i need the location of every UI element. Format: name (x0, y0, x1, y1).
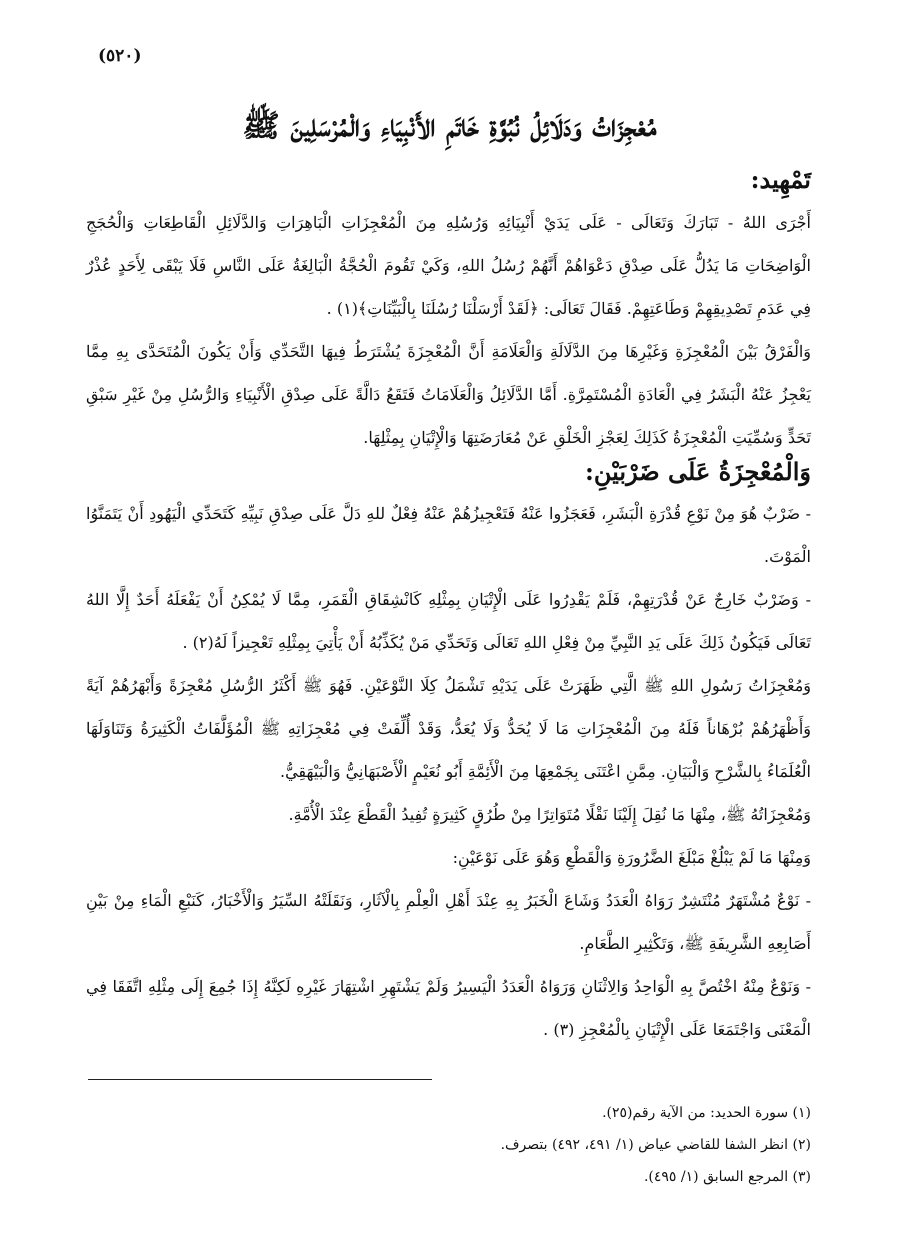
footnote-divider (88, 1079, 432, 1080)
footnote: (٢) انظر الشفا للقاضي عياض (١/ ٤٩١، ٤٩٢) بتصرف. (500, 1137, 811, 1153)
paragraph: وَمُعْجِزَاتُهُ ﷺ، مِنْهَا مَا نُقِلَ إِلَيْنَا نَقْلًا مُتَوَاتِرًا مِنْ طُرُقٍ كَثِيرَةٍ تُفِيدُ الْقَطْعَ عِنْدَ الْأُمَّةِ. (288, 805, 811, 824)
paragraph: - نَوْعٌ مُشْتَهَرٌ مُنْتَشِرٌ رَوَاهُ الْعَدَدُ وَشَاعَ الْخَبَرُ بِهِ عِنْدَ أَهْلِ الْعِلْمِ بِالْآثَارِ، وَنَقَلَتْهُ السِّيَرُ وَالْأَخْبَارُ، كَنَبْعِ الْمَاءِ مِنْ بَيْنِ أَصَابِعِهِ الشَّرِيفَةِ ﷺ، وَتَكْثِيرِ الطَّعَامِ. (86, 891, 811, 953)
footnote: (٣) المرجع السابق (١/ ٤٩٥). (643, 1169, 811, 1185)
introduction-body (86, 201, 811, 459)
paragraph: - وَضَرْبٌ خَارِجٌ عَنْ قُدْرَتِهِمْ، فَلَمْ يَقْدِرُوا عَلَى الْإِتْيَانِ بِمِثْلِهِ كَانْشِقَاقِ الْقَمَرِ، مِمَّا لَا يُمْكِنُ أَنْ يَفْعَلَهُ أَحَدٌ إِلَّا اللهُ تَعَالَى فَيَكُونُ ذَلِكَ عَلَى يَدِ النَّبِيِّ مِنْ فِعْلِ اللهِ تَعَالَى وَتَحَدِّي مَنْ يُكَذِّبُهُ أَنْ يَأْتِيَ بِمِثْلِهِ تَعْجِيزاً لَهُ(٢) . (86, 590, 811, 652)
section-heading-introduction: تَمْهِيد: (750, 165, 811, 194)
paragraph: - وَنَوْعٌ مِنْهُ اخْتُصَّ بِهِ الْوَاحِدُ وَالِاثْنَانِ وَرَوَاهُ الْعَدَدُ الْيَسِيرُ وَلَمْ يَشْتَهِرِ اشْتِهَارَ غَيْرِهِ لَكِنَّهُ إِذَا جُمِعَ إِلَى مِثْلِهِ اتَّفَقَا فِي الْمَعْنَى وَاجْتَمَعَا عَلَى الْإِتْيَانِ بِالْمُعْجِزِ (٣) . (86, 977, 811, 1039)
miracle-types-body (86, 492, 811, 1051)
paragraph: وَمُعْجِزَاتُ رَسُولِ اللهِ ﷺ الَّتِي ظَهَرَتْ عَلَى يَدَيْهِ تَشْمَلُ كِلَا النَّوْعَيْنِ. فَهُوَ ﷺ أَكْثَرُ الرُّسُلِ مُعْجِزَةً وَأَبْهَرُهُمْ آيَةً وَأَظْهَرُهُمْ بُرْهَاناً فَلَهُ مِنَ الْمُعْجِزَاتِ مَا لَا يُحَدُّ وَلَا يُعَدُّ، وَقَدْ أُلِّفَتْ فِي مُعْجِزَاتِهِ ﷺ الْمُؤَلَّفَاتُ الْكَثِيرَةُ وَتَنَاوَلَهَا الْعُلَمَاءُ بِالشَّرْحِ وَالْبَيَانِ. مِمَّنِ اعْتَنَى بِجَمْعِهَا مِنَ الْأَئِمَّةِ أَبُو نُعَيْمٍ الْأَصْبَهَانِيُّ وَالْبَيْهَقِيُّ. (86, 676, 811, 781)
footnotes (86, 1097, 811, 1193)
section-heading-miracle-types: وَالْمُعْجِزَةُ عَلَى ضَرْبَيْنِ: (585, 457, 811, 486)
paragraph: وَمِنْهَا مَا لَمْ يَبْلُغْ مَبْلَغَ الضَّرُورَةِ وَالْقَطْعِ وَهُوَ عَلَى نَوْعَيْنِ: (452, 848, 811, 867)
chapter-title: مُعْجِزَاتُ وَدَلَائِلُ نُبُوَّةِ خَاتَمِ الأَنْبِيَاءِ وَالْمُرْسَلِينَ ﷺ (242, 108, 657, 144)
footnote: (١) سورة الحديد: من الآية رقم(٢٥). (602, 1105, 811, 1121)
paragraph: أَجْرَى اللهُ - تَبَارَكَ وَتَعَالَى - عَلَى يَدَيْ أَنْبِيَائِهِ وَرُسُلِهِ مِنَ الْمُعْجِزَاتِ الْبَاهِرَاتِ وَالدَّلَائِلِ الْقَاطِعَاتِ وَالْحُجَجِ الْوَاضِحَاتِ مَا يَدُلُّ عَلَى صِدْقِ دَعْوَاهُمْ أَنَّهُمْ رُسُلُ اللهِ، وَكَيْ تَقُومَ الْحُجَّةُ الْبَالِغَةُ عَلَى النَّاسِ فَلَا يَبْقَى لِأَحَدٍ عُذْرٌ فِي عَدَمِ تَصْدِيقِهِمْ وَطَاعَتِهِمْ. فَقَالَ تَعَالَى: ﴿لَقَدْ أَرْسَلْنَا رُسُلَنَا بِالْبَيِّنَاتِ﴾(١) . (86, 213, 811, 318)
page-number: (٥٢٠) (98, 46, 142, 66)
paragraph: وَالْفَرْقُ بَيْنَ الْمُعْجِزَةِ وَغَيْرِهَا مِنَ الدَّلَالَةِ وَالْعَلَامَةِ أَنَّ الْمُعْجِزَةَ يُشْتَرَطُ فِيهَا التَّحَدِّي وَأَنْ يَكُونَ الْمُتَحَدَّى بِهِ مِمَّا يَعْجِزُ عَنْهُ الْبَشَرُ فِي الْعَادَةِ الْمُسْتَمِرَّةِ. أَمَّا الدَّلَائِلُ وَالْعَلَامَاتُ فَتَقَعُ دَالَّةً عَلَى صِدْقِ الْأَنْبِيَاءِ وَالرُّسُلِ مِنْ غَيْرِ سَبْقِ تَحَدٍّ وَسُمِّيَتِ الْمُعْجِزَةُ كَذَلِكَ لِعَجْزِ الْخَلْقِ عَنْ مُعَارَضَتِهَا وَالْإِتْيَانِ بِمِثْلِهَا. (86, 342, 811, 447)
paragraph: - ضَرْبٌ هُوَ مِنْ نَوْعِ قُدْرَةِ الْبَشَرِ، فَعَجَزُوا عَنْهُ فَتَعْجِيزُهُمْ عَنْهُ فِعْلٌ للهِ دَلَّ عَلَى صِدْقِ نَبِيِّهِ كَتَحَدِّي الْيَهُودِ أَنْ يَتَمَنَّوُا الْمَوْتَ. (86, 504, 811, 566)
